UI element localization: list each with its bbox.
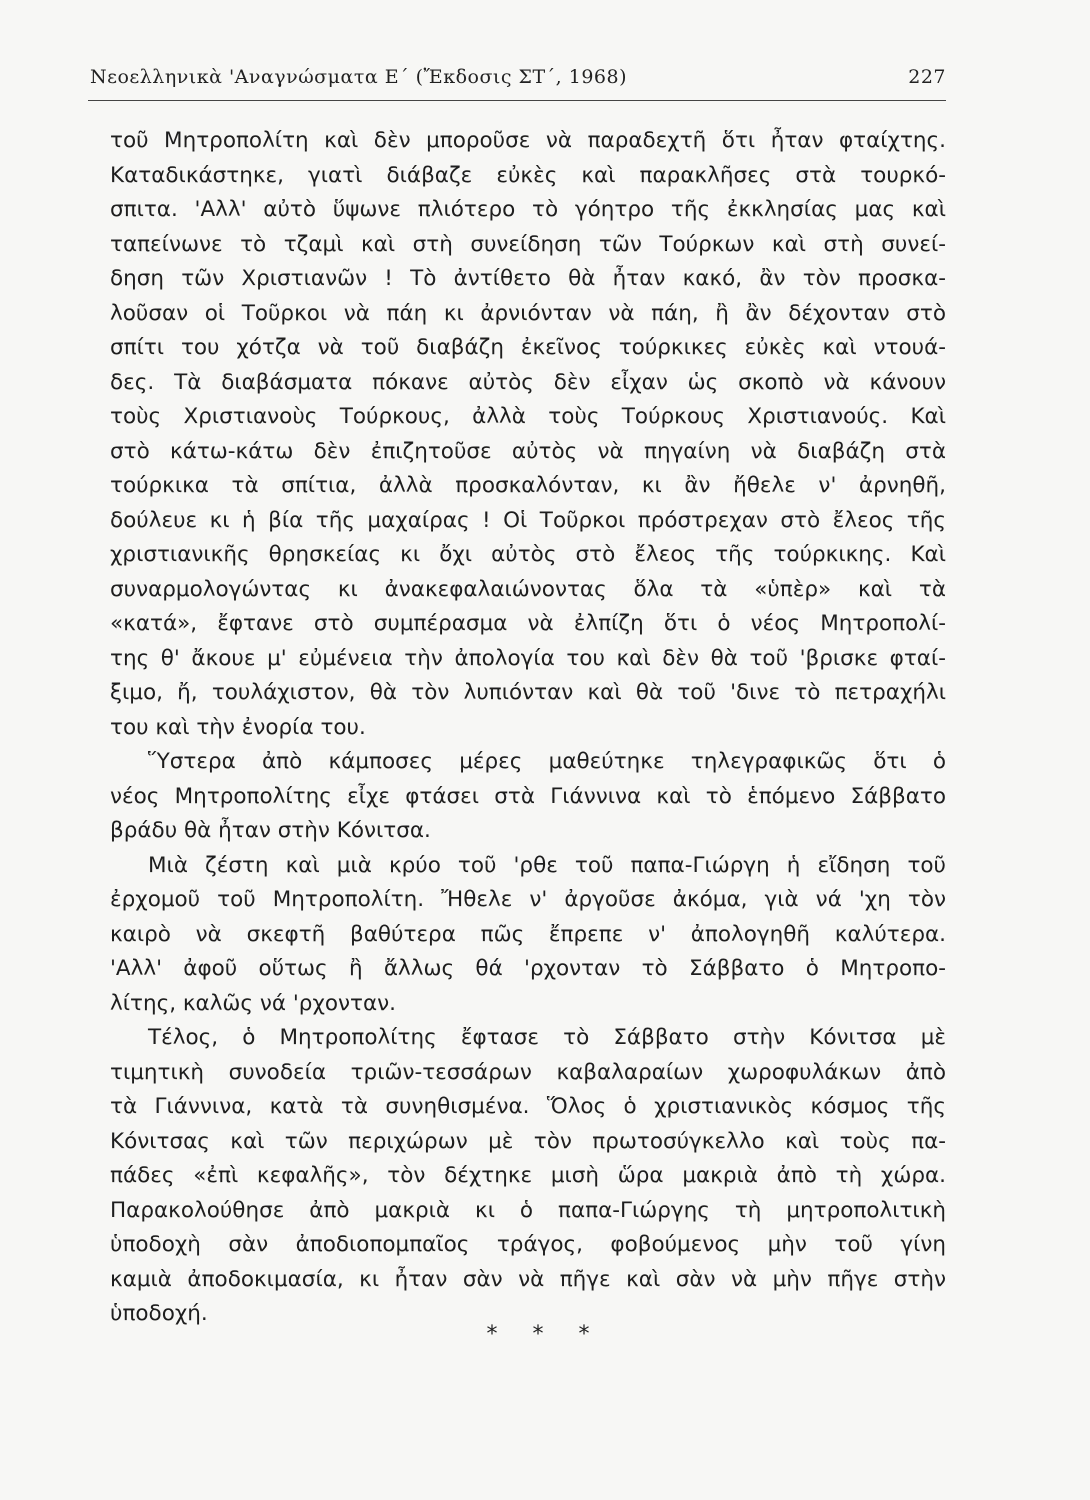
text-line: Τέλος, ὁ Μητροπολίτης ἔφτασε τὸ Σάββατο στὴν Κόνιτσα μὲ bbox=[148, 1025, 946, 1050]
page-number: 227 bbox=[908, 66, 946, 88]
text-line: τὰ Γιάννινα, κατὰ τὰ συνηθισμένα. Ὅλος ὁ χριστιανικὸς κόσμος τῆς bbox=[110, 1094, 946, 1119]
text-line: Κόνιτσας καὶ τῶν περιχώρων μὲ τὸν πρωτοσύγκελλο καὶ τοὺς πα- bbox=[110, 1128, 946, 1154]
body-text bbox=[110, 124, 946, 1332]
text-line: σπιτα. 'Αλλ' αὐτὸ ὕψωνε πλιότερο τὸ γόητρο τῆς ἐκκλησίας μας καὶ bbox=[110, 197, 946, 222]
paragraph bbox=[110, 745, 946, 849]
header-rule bbox=[88, 100, 946, 101]
text-line: δηση τῶν Χριστιανῶν ! Τὸ ἀντίθετο θὰ ἦταν κακό, ἂν τὸν προσκα- bbox=[110, 266, 946, 291]
text-line: τοὺς Χριστιανοὺς Τούρκους, ἀλλὰ τοὺς Τούρκους Χριστιανούς. Καὶ bbox=[110, 404, 946, 429]
text-line: τιμητικὴ συνοδεία τριῶν-τεσσάρων καβαλαραίων χωροφυλάκων ἀπὸ bbox=[110, 1059, 946, 1085]
text-line: Ὕστερα ἀπὸ κάμποσες μέρες μαθεύτηκε τηλεγραφικῶς ὅτι ὁ bbox=[148, 749, 946, 774]
text-line: τοῦ Μητροπολίτη καὶ δὲν μποροῦσε νὰ παραδεχτῆ ὅτι ἦταν φταίχτης. bbox=[110, 128, 946, 153]
text-line: της θ' ἄκουε μ' εὐμένεια τὴν ἀπολογία του καὶ δὲν θὰ τοῦ 'βρισκε φταί- bbox=[110, 645, 946, 671]
running-title: Νεοελληνικὰ 'Αναγνώσματα Ε΄ (Ἔκδοσις ΣΤ΄, 1968) bbox=[90, 66, 628, 88]
section-break: * * * bbox=[486, 1322, 604, 1347]
text-line: του καὶ τὴν ἐνορία του. bbox=[110, 714, 366, 740]
paragraph bbox=[110, 1021, 946, 1332]
text-line: Καταδικάστηκε, γιατὶ διάβαζε εὐκὲς καὶ παρακλῆσες στὰ τουρκό- bbox=[110, 162, 946, 188]
text-line: λοῦσαν οἱ Τοῦρκοι νὰ πάη κι ἀρνιόνταν νὰ πάη, ἢ ἂν δέχονταν στὸ bbox=[110, 300, 946, 326]
text-line: συναρμολογώντας κι ἀνακεφαλαιώνοντας ὅλα τὰ «ὑπὲρ» καὶ τὰ bbox=[110, 576, 946, 602]
text-line: τούρκικα τὰ σπίτια, ἀλλὰ προσκαλόνταν, κι ἂν ἤθελε ν' ἀρνηθῆ, bbox=[110, 473, 946, 498]
paragraph bbox=[110, 124, 946, 745]
text-line: χριστιανικῆς θρησκείας κι ὄχι αὐτὸς στὸ ἔλεος τῆς τούρκικης. Καὶ bbox=[110, 542, 946, 567]
text-line: πάδες «ἐπὶ κεφαλῆς», τὸν δέχτηκε μισὴ ὥρα μακριὰ ἀπὸ τὴ χώρα. bbox=[110, 1163, 946, 1188]
text-line: καμιὰ ἀποδοκιμασία, κι ἦταν σὰν νὰ πῆγε καὶ σὰν νὰ μὴν πῆγε στὴν bbox=[110, 1266, 946, 1292]
text-line: Παρακολούθησε ἀπὸ μακριὰ κι ὁ παπα-Γιώργης τὴ μητροπολιτικὴ bbox=[110, 1197, 946, 1223]
paragraph bbox=[110, 849, 946, 1022]
text-line: στὸ κάτω-κάτω δὲν ἐπιζητοῦσε αὐτὸς νὰ πηγαίνη νὰ διαβάζη στὰ bbox=[110, 438, 946, 464]
text-line: «κατά», ἔφτανε στὸ συμπέρασμα νὰ ἐλπίζη ὅτι ὁ νέος Μητροπολί- bbox=[110, 611, 946, 636]
text-line: δες. Τὰ διαβάσματα πόκανε αὐτὸς δὲν εἶχαν ὡς σκοπὸ νὰ κάνουν bbox=[110, 369, 946, 395]
text-line: σπίτι του χότζα νὰ τοῦ διαβάζη ἐκεῖνος τούρκικες εὐκὲς καὶ ντουά- bbox=[110, 335, 946, 360]
text-line: ὑποδοχὴ σὰν ἀποδιοπομπαῖος τράγος, φοβούμενος μὴν τοῦ γίνη bbox=[110, 1232, 946, 1257]
text-line: νέος Μητροπολίτης εἶχε φτάσει στὰ Γιάννινα καὶ τὸ ἑπόμενο Σάββατο bbox=[110, 783, 946, 809]
running-header bbox=[88, 66, 946, 96]
text-line: ἐρχομοῦ τοῦ Μητροπολίτη. Ἤθελε ν' ἀργοῦσε ἀκόμα, γιὰ νά 'χη τὸν bbox=[110, 887, 946, 912]
text-line: 'Αλλ' ἀφοῦ οὕτως ἢ ἄλλως θά 'ρχονταν τὸ Σάββατο ὁ Μητροπο- bbox=[110, 956, 946, 981]
text-line: ὑποδοχή. bbox=[110, 1301, 208, 1326]
text-line: ταπείνωνε τὸ τζαμὶ καὶ στὴ συνείδηση τῶν Τούρκων καὶ στὴ συνεί- bbox=[110, 231, 946, 257]
text-line: Μιὰ ζέστη καὶ μιὰ κρύο τοῦ 'ρθε τοῦ παπα-Γιώργη ἡ εἴδηση τοῦ bbox=[148, 852, 946, 878]
text-line: βράδυ θὰ ἦταν στὴν Κόνιτσα. bbox=[110, 818, 431, 843]
text-line: δούλευε κι ἡ βία τῆς μαχαίρας ! Οἱ Τοῦρκοι πρόστρεχαν στὸ ἔλεος τῆς bbox=[110, 507, 946, 533]
text-line: ξιμο, ἤ, τουλάχιστον, θὰ τὸν λυπιόνταν καὶ θὰ τοῦ 'δινε τὸ πετραχήλι bbox=[110, 680, 946, 705]
text-line: καιρὸ νὰ σκεφτῆ βαθύτερα πῶς ἔπρεπε ν' ἀπολογηθῆ καλύτερα. bbox=[110, 921, 946, 947]
text-line: λίτης, καλῶς νά 'ρχονταν. bbox=[110, 990, 396, 1016]
